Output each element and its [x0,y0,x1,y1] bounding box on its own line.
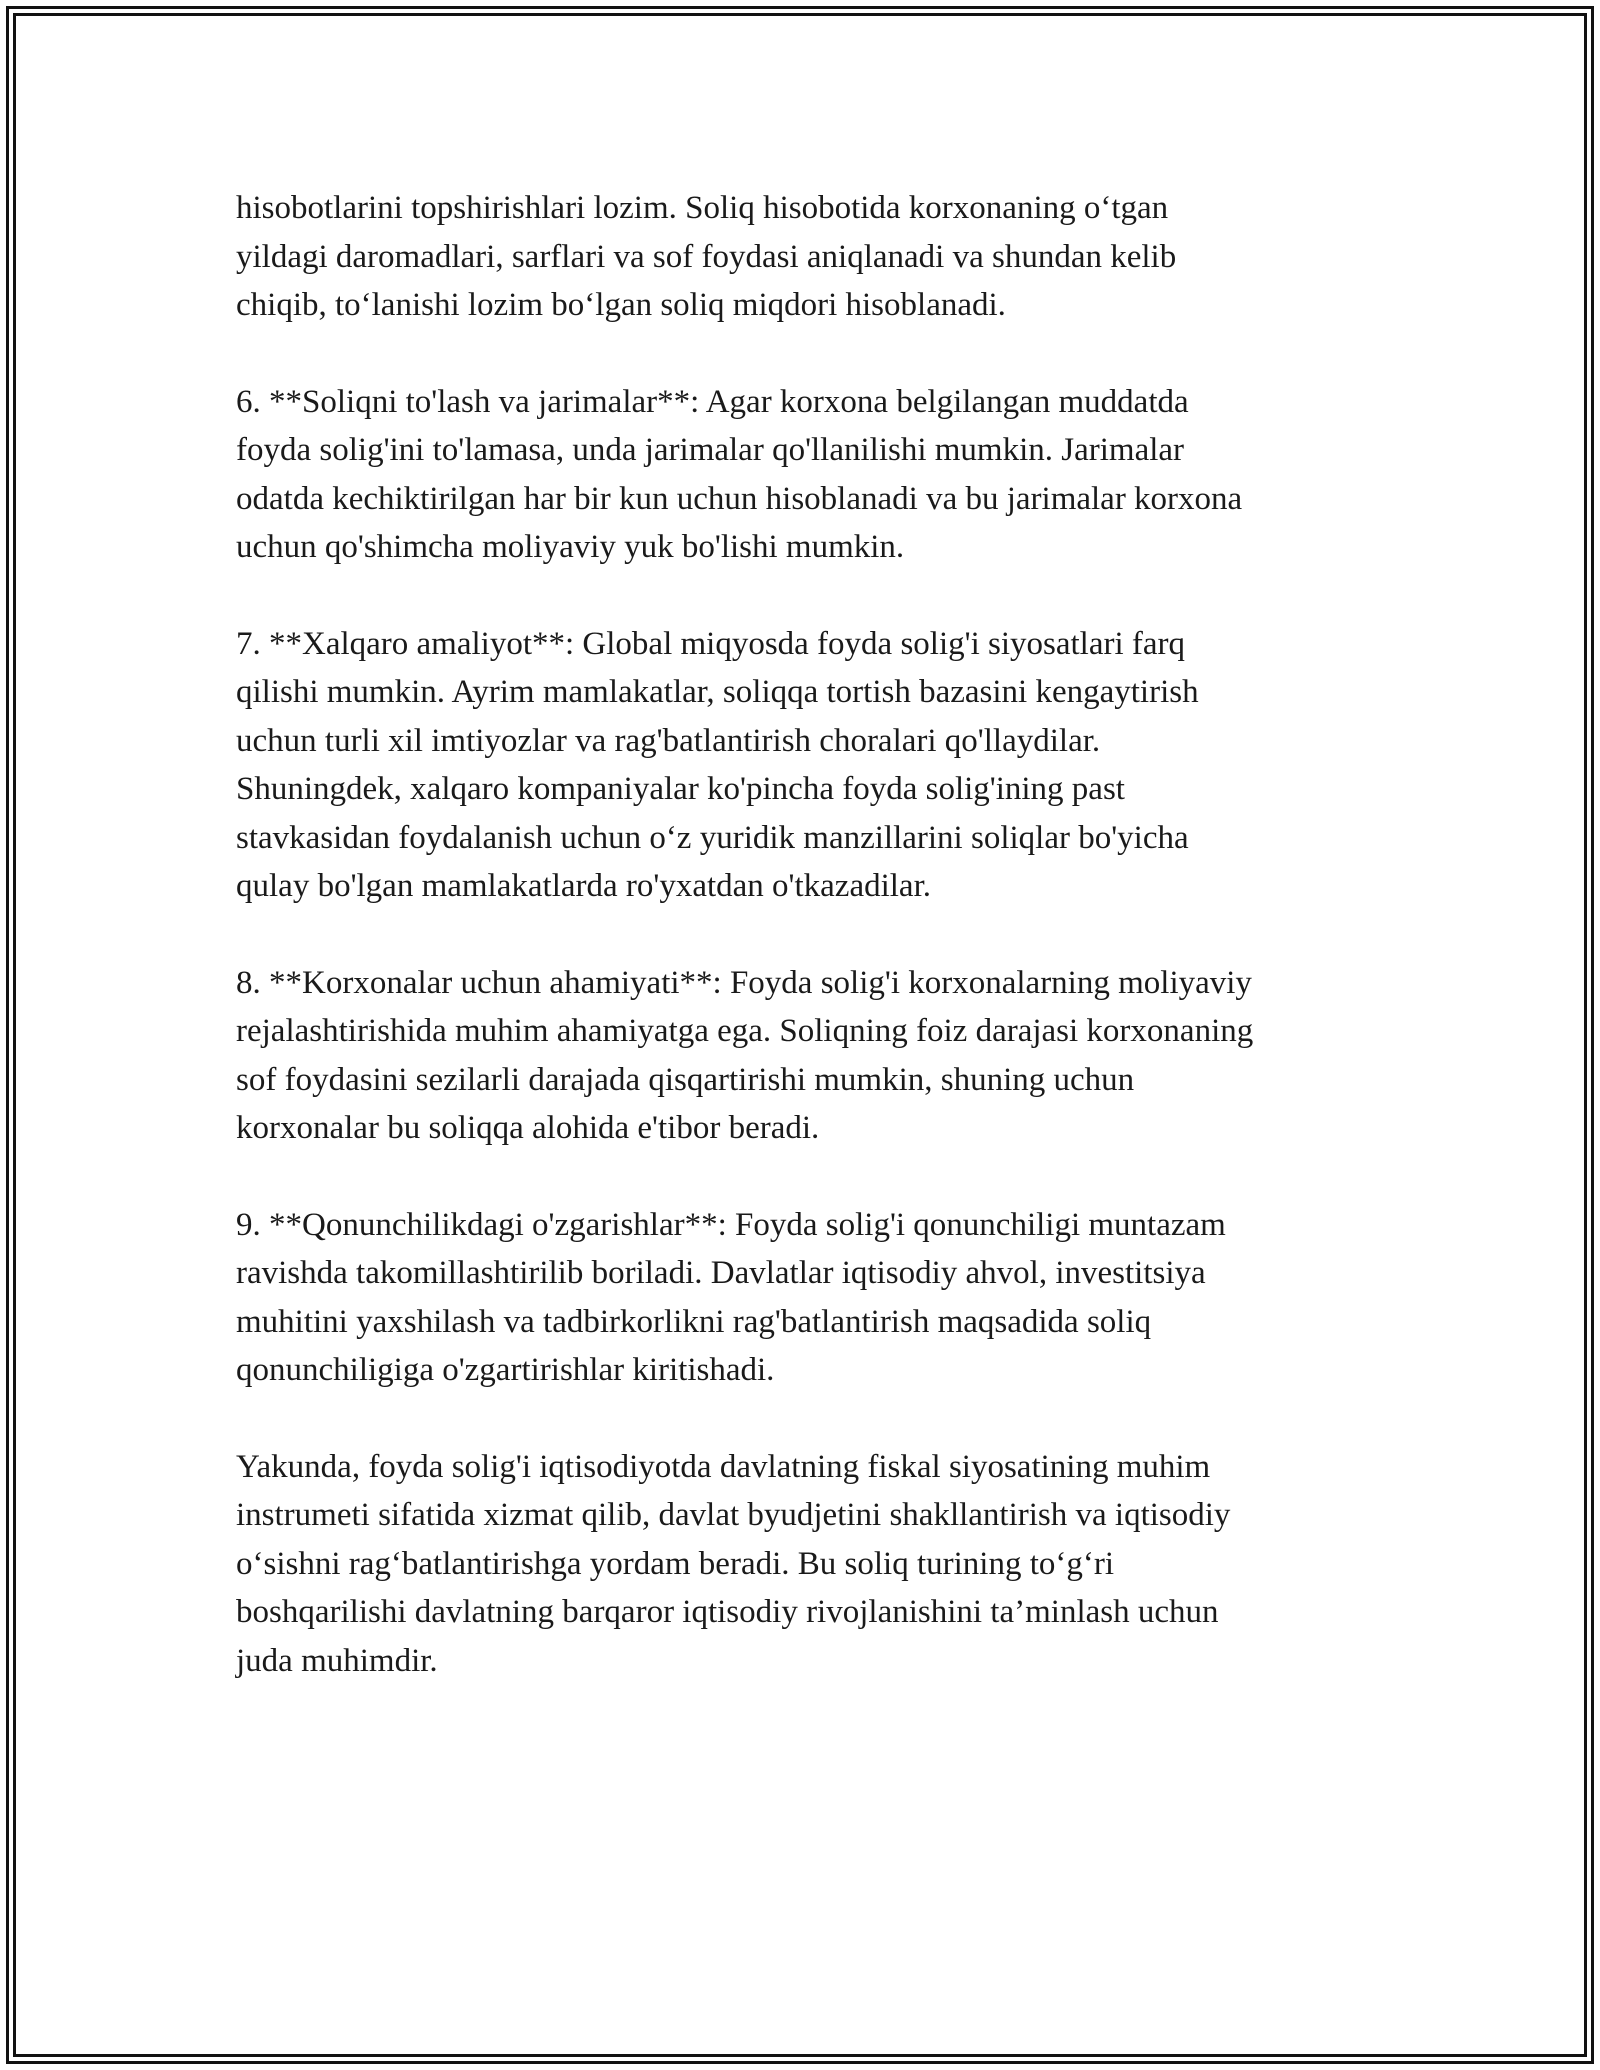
document-body [236,184,1396,1733]
paragraph-item-9: 9. **Qonunchilikdagi o'zgarishlar**: Foyda solig'i qonunchiligi muntazam ravishda takomillashtirilib boriladi. Davlatlar iqtisodiy ahvol, investitsiya muhitini yaxshilash va tadbirkorlikni rag'batlantirish maqsadida soliq qonunchiligiga o'zgartirishlar kiritishadi. [236,1206,1226,1388]
paragraph-item-6: 6. **Soliqni to'lash va jarimalar**: Agar korxona belgilangan muddatda foyda solig'ini to'lamasa, unda jarimalar qo'llanilishi mumkin. Jarimalar odatda kechiktirilgan har bir kun uchun hisoblanadi va bu jarimalar korxona uchun qo'shimcha moliyaviy yuk bo'lishi mumkin. [236,383,1243,565]
paragraph-intro-continuation: hisobotlarini topshirishlari lozim. Soliq hisobotida korxonaning o‘tgan yildagi daromadlari, sarflari va sof foydasi aniqlanadi va shundan kelib chiqib, to‘lanishi lozim bo‘lgan soliq miqdori hisoblanadi. [236,190,1177,323]
paragraph-item-7: 7. **Xalqaro amaliyot**: Global miqyosda foyda solig'i siyosatlari farq qilishi mumkin. Ayrim mamlakatlar, soliqqa tortish bazasini kengaytirish uchun turli xil imtiyozlar va rag'batlantirish choralari qo'llaydilar. Shuningdek, xalqaro kompaniyalar ko'pincha foyda solig'ining past stavkasidan foydalanish uchun o‘z yuridik manzillarini soliqlar bo'yicha qulay bo'lgan mamlakatlarda ro'yxatdan o'tkazadilar. [236,625,1199,904]
paragraph-conclusion: Yakunda, foyda solig'i iqtisodiyotda davlatning fiskal siyosatining muhim instrumeti sifatida xizmat qilib, davlat byudjetini shakllantirish va iqtisodiy o‘sishni rag‘batlantirishga yordam beradi. Bu soliq turining to‘g‘ri boshqarilishi davlatning barqaror iqtisodiy rivojlanishini ta’minlash uchun juda muhimdir. [236,1448,1231,1679]
paragraph-item-8: 8. **Korxonalar uchun ahamiyati**: Foyda solig'i korxonalarning moliyaviy rejalashtirishida muhim ahamiyatga ega. Soliqning foiz darajasi korxonaning sof foydasini sezilarli darajada qisqartirishi mumkin, shuning uchun korxonalar bu soliqqa alohida e'tibor beradi. [236,964,1254,1146]
